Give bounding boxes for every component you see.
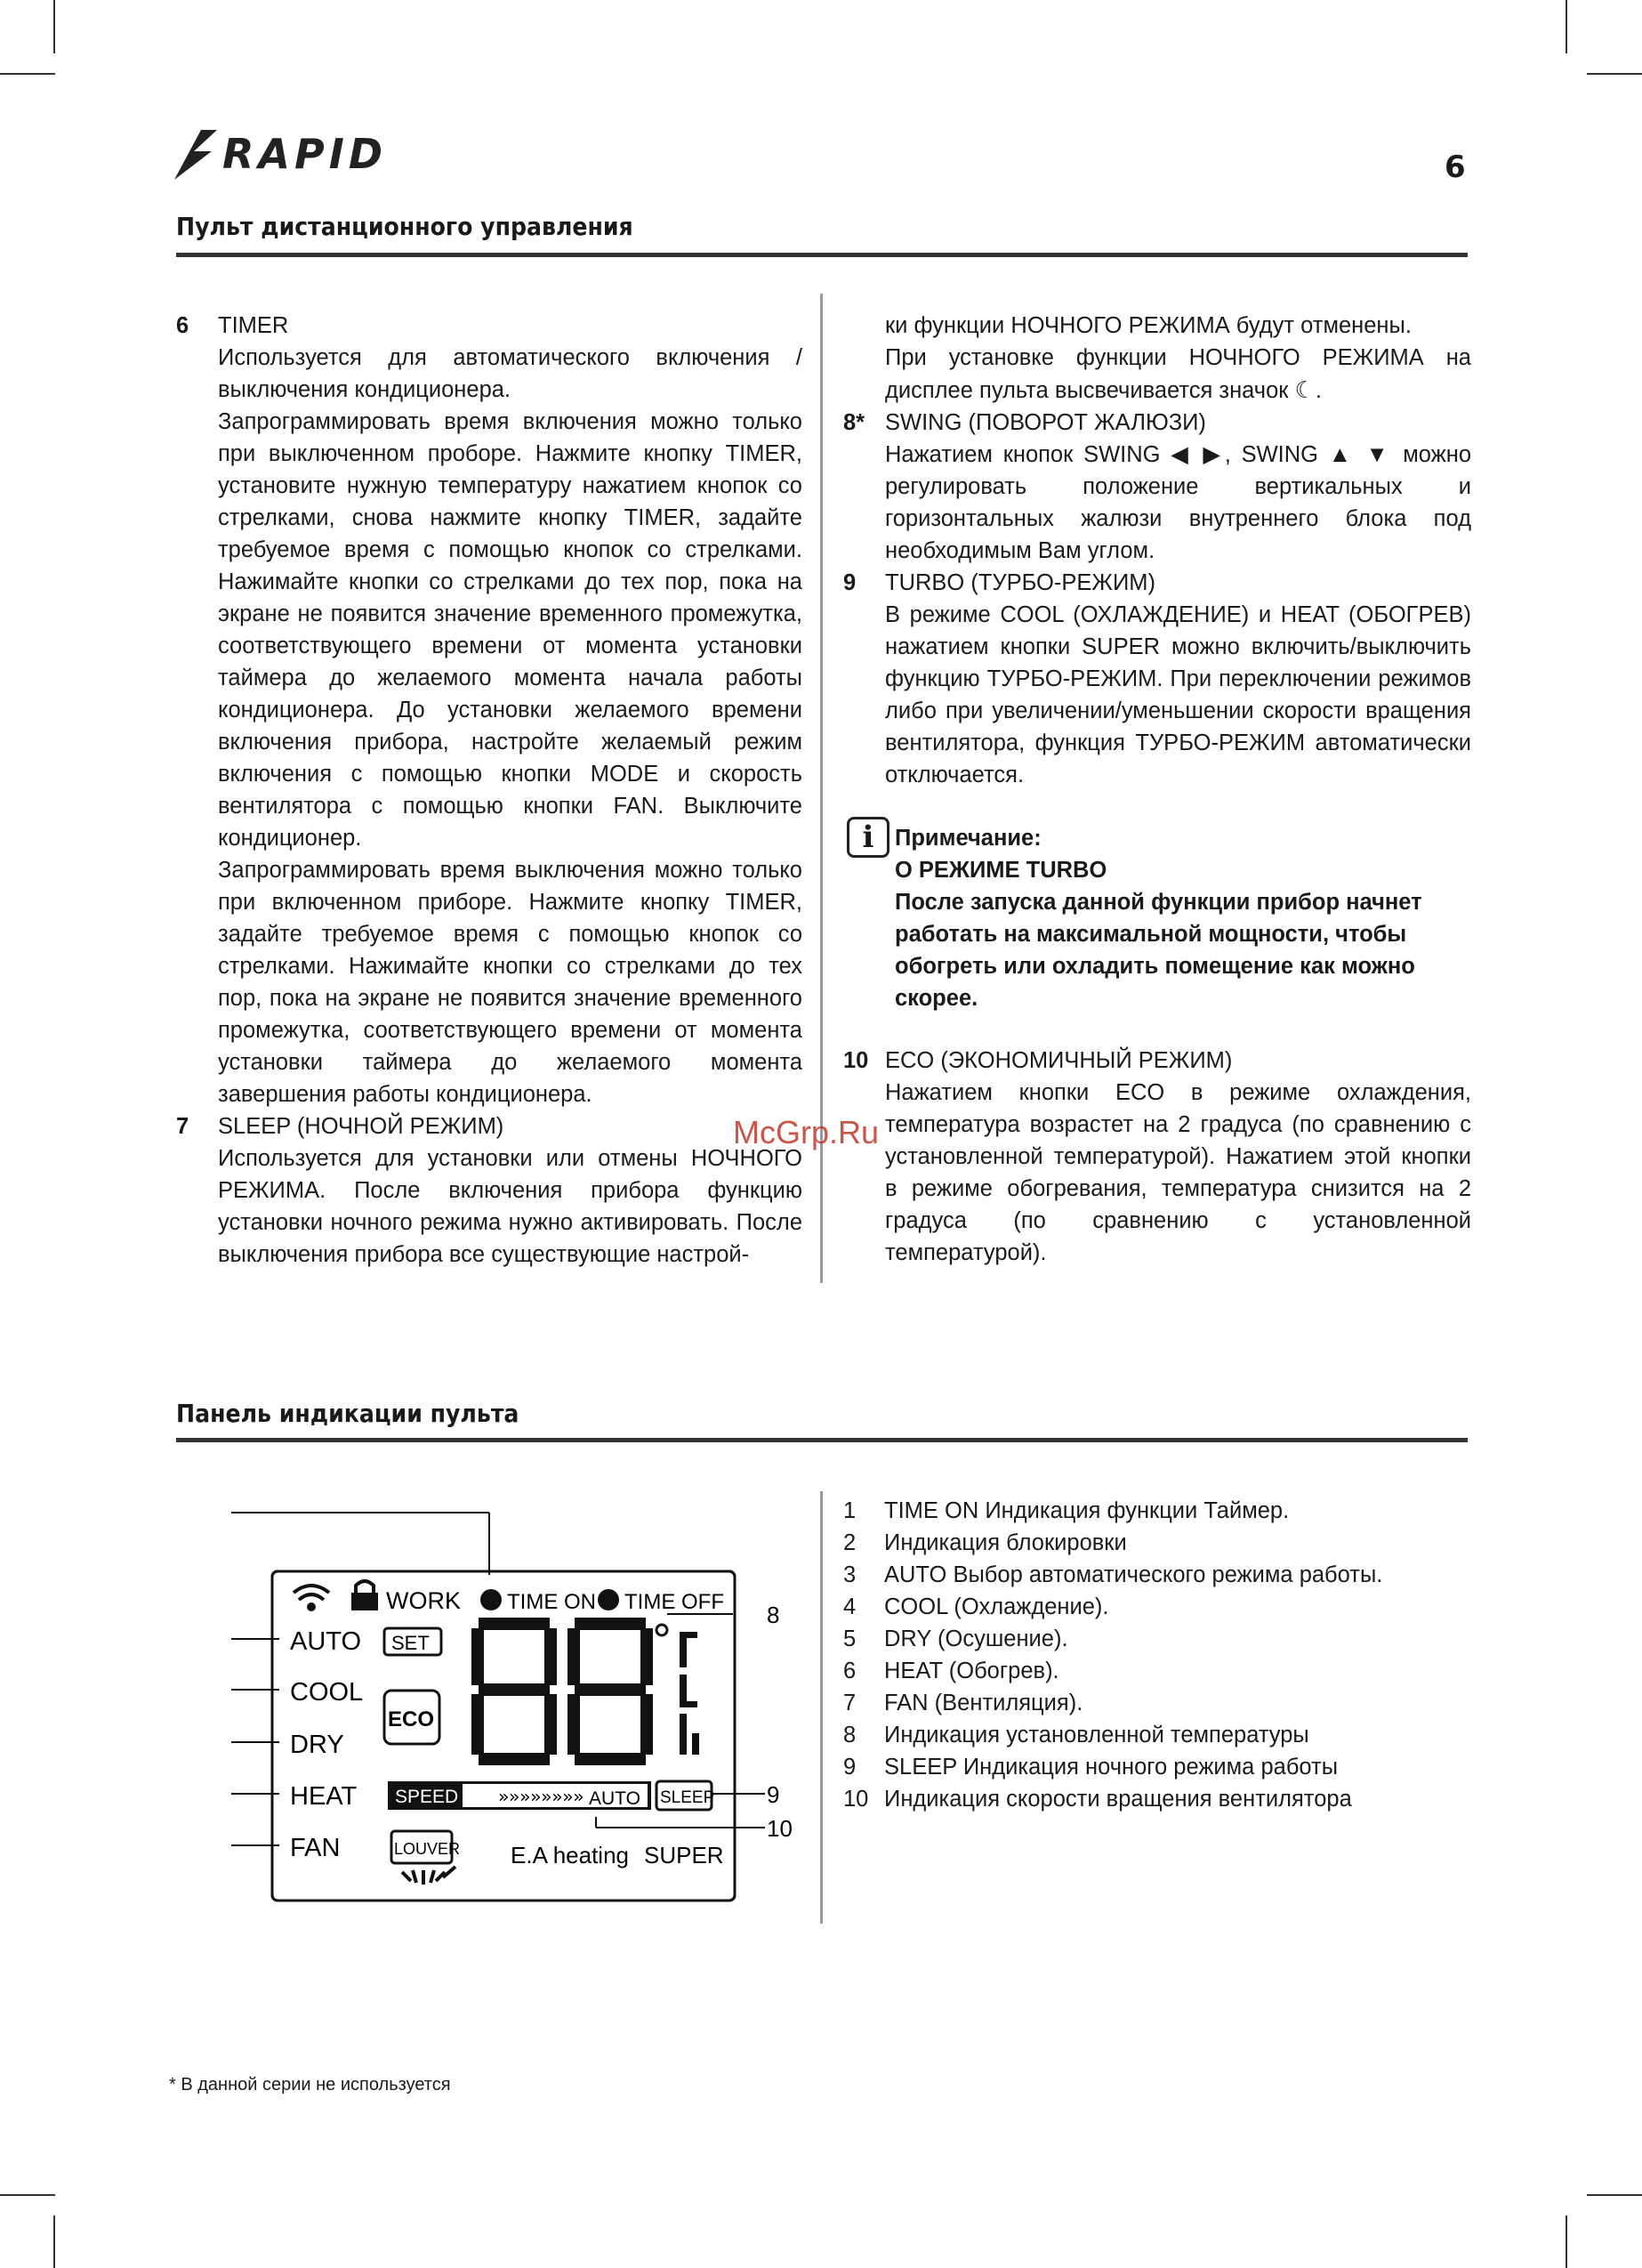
item-paragraph: Нажатием кнопки ECO в режиме охлаждения, температура возрастет на 2 градуса (по сравнению с установленной температурой). Нажатием этой кнопки в режиме обогревания, температура снизится на 2 градуса (по сравнению с установленной температурой).: [885, 1080, 1471, 1265]
ea-heating-indicator: E.A heating: [511, 1842, 629, 1868]
moon-icon: ☾: [1294, 376, 1316, 403]
crop-mark: [53, 2216, 55, 2268]
legend-row: 6 HEAT (Обогрев).: [843, 1659, 1059, 1683]
crop-mark: [1566, 0, 1567, 53]
item-paragraph: Запрограммировать время выключения можно только при включенном приборе. Нажмите кнопку TIMER, задайте требуемое время с помощью кнопок со стрелками. Нажимайте кнопки со стрелками до тех пор, пока на экране не появится значение временного промежутка, соответствующего времени от момента установки таймера до желаемого момента завершения работы кондиционера.: [218, 858, 802, 1107]
item-timer: [176, 310, 802, 1110]
sleep-indicator: SLEEP: [660, 1788, 715, 1807]
callout-10: 10: [767, 1815, 793, 1842]
lock-icon: [351, 1581, 378, 1610]
speed-arrows: »»»»»»»»: [498, 1786, 584, 1807]
unit-segments: [680, 1632, 699, 1755]
legend-row: 9 SLEEP Индикация ночного режима работы: [843, 1755, 1339, 1780]
speed-label: SPEED: [395, 1787, 459, 1807]
item-swing: [843, 407, 1471, 567]
item-paragraph: Используется для установки или отмены НОЧНОГО РЕЖИМА. После включения прибора функцию установки ночного режима нужно активировать. После выключения прибора все существующие настрой-: [218, 1146, 802, 1267]
item-number: 7: [176, 1114, 189, 1139]
mode-auto: AUTO: [290, 1627, 362, 1656]
legend-row: 3 AUTO Выбор автоматического режима работы.: [843, 1562, 1383, 1587]
item-number: 8*: [843, 410, 865, 435]
continuation-text: ки функции НОЧНОГО РЕЖИМА будут отменены.: [885, 313, 1412, 338]
set-indicator: SET: [391, 1632, 430, 1654]
item-paragraph: В режиме COOL (ОХЛАЖДЕНИЕ) и HEAT (ОБОГРЕВ) нажатием кнопки SUPER можно включить/выключить функцию ТУРБО-РЕЖИМ. При переключении режимов либо при увеличении/уменьшении скорости вращения вентилятора, функция ТУРБО-РЕЖИМ автоматически отключается.: [885, 602, 1471, 787]
legend-row: 2 Индикация блокировки: [843, 1530, 1127, 1555]
temperature-digits: [471, 1618, 653, 1765]
right-column: [843, 310, 1471, 791]
legend-row: 8 Индикация установленной температуры: [843, 1723, 1309, 1747]
note-label: Примечание:: [895, 826, 1042, 851]
indicator-legend: [843, 1495, 1382, 1815]
mode-cool: COOL: [290, 1678, 364, 1707]
crop-mark: [0, 2194, 55, 2196]
left-column: [176, 310, 802, 1271]
panel-section-title: Панель индикации пульта: [176, 1399, 519, 1428]
louver-indicator: LOUVER: [394, 1840, 461, 1858]
legend-row: 4 COOL (Охлаждение).: [843, 1594, 1109, 1619]
mode-heat: HEAT: [290, 1782, 358, 1811]
mode-fan: FAN: [290, 1834, 341, 1862]
crop-mark: [1566, 2216, 1567, 2268]
eco-indicator: ECO: [388, 1707, 435, 1731]
callout-8: 8: [767, 1602, 780, 1628]
item-title: TIMER: [218, 313, 289, 338]
item-eco-block: [843, 1045, 1471, 1269]
note-title: О РЕЖИМЕ TURBO: [895, 858, 1107, 883]
clock-icon: [480, 1589, 502, 1610]
mode-dry: DRY: [290, 1731, 344, 1759]
item-number: 6: [176, 313, 189, 338]
legend-row: 5 DRY (Осушение).: [843, 1626, 1068, 1651]
section-rule: [176, 253, 1468, 257]
item-paragraph: Запрограммировать время включения можно только при выключенном пробоpе. Нажмите кнопку TIMER, установите нужную температуру нажатием кнопок со стрелками, снова нажмите кнопку TIMER, задайте требуемое время с помощью кнопок со стрелками. Нажимайте кнопки со стрелками до тех пор, пока на экране не появится значение временного промежутка, соответствующего времени от момента установки таймера до желаемого момента начала работы кондиционера. До установки желаемого времени включения прибора, настройте желаемый режим включения с помощью кнопки MODE и скорость вентилятора с помощью кнопки FAN. Выключите кондиционер.: [218, 409, 802, 851]
footnote: * В данной серии не используется: [169, 2075, 451, 2094]
item-paragraph: Используется для автоматического включения / выключения кондиционера.: [218, 345, 802, 402]
item-title: SWING (ПОВОРОТ ЖАЛЮЗИ): [885, 410, 1206, 435]
item-sleep: [176, 1110, 802, 1271]
item-turbo: [843, 567, 1471, 791]
panel-section-rule: [176, 1438, 1468, 1442]
watermark: McGrp.Ru: [733, 1114, 880, 1150]
crop-mark: [53, 0, 55, 53]
time-on-indicator: TIME ON: [507, 1590, 596, 1614]
clock-icon: [598, 1589, 619, 1610]
legend-row: 1 TIME ON Индикация функции Таймер.: [843, 1498, 1290, 1523]
legend-row: 7 FAN (Вентиляция).: [843, 1691, 1083, 1715]
crop-mark: [1587, 2194, 1642, 2196]
continuation-text: При установке функции НОЧНОГО РЕЖИМА на дисплее пульта высвечивается значок ☾.: [885, 345, 1471, 403]
info-icon: i: [847, 817, 889, 858]
degree-icon: [656, 1625, 667, 1635]
page-number: 6: [1445, 149, 1466, 185]
note-block: [895, 822, 1482, 1014]
item-title: SLEEP (НОЧНОЙ РЕЖИМ): [218, 1114, 504, 1139]
item-number: 9: [843, 570, 857, 595]
wifi-icon: [294, 1586, 329, 1610]
brand-name: RAPID: [222, 130, 388, 178]
louver-fan-icon: [402, 1867, 455, 1885]
section-title: Пульт дистанционного управления: [176, 212, 633, 241]
crop-mark: [0, 73, 55, 75]
item-title: ECO (ЭКОНОМИЧНЫЙ РЕЖИМ): [885, 1048, 1233, 1073]
item-paragraph: Нажатием кнопок SWING ◀ ▶, SWING ▲ ▼ можно регулировать положение вертикальных и горизонтальных жалюзи внутреннего блока под необходимым Вам углом.: [885, 442, 1471, 563]
item-number: 10: [843, 1048, 869, 1073]
work-indicator: WORK: [386, 1587, 461, 1614]
note-text: После запуска данной функции прибор начнет работать на максимальной мощности, чтобы обогреть или охладить помещение как можно скорее.: [895, 890, 1422, 1011]
item-eco: [843, 1045, 1471, 1269]
item-title: TURBO (ТУРБО-РЕЖИМ): [885, 570, 1156, 595]
panel-divider: [820, 1491, 823, 1924]
time-off-indicator: TIME OFF: [624, 1590, 724, 1614]
legend-row: 10 Индикация скорости вращения вентилятора: [843, 1787, 1352, 1812]
crop-mark: [1587, 73, 1642, 75]
remote-display-diagram: [205, 1500, 809, 1918]
callout-9: 9: [767, 1781, 780, 1808]
super-indicator: SUPER: [644, 1842, 724, 1868]
speed-auto: AUTO: [589, 1788, 640, 1809]
